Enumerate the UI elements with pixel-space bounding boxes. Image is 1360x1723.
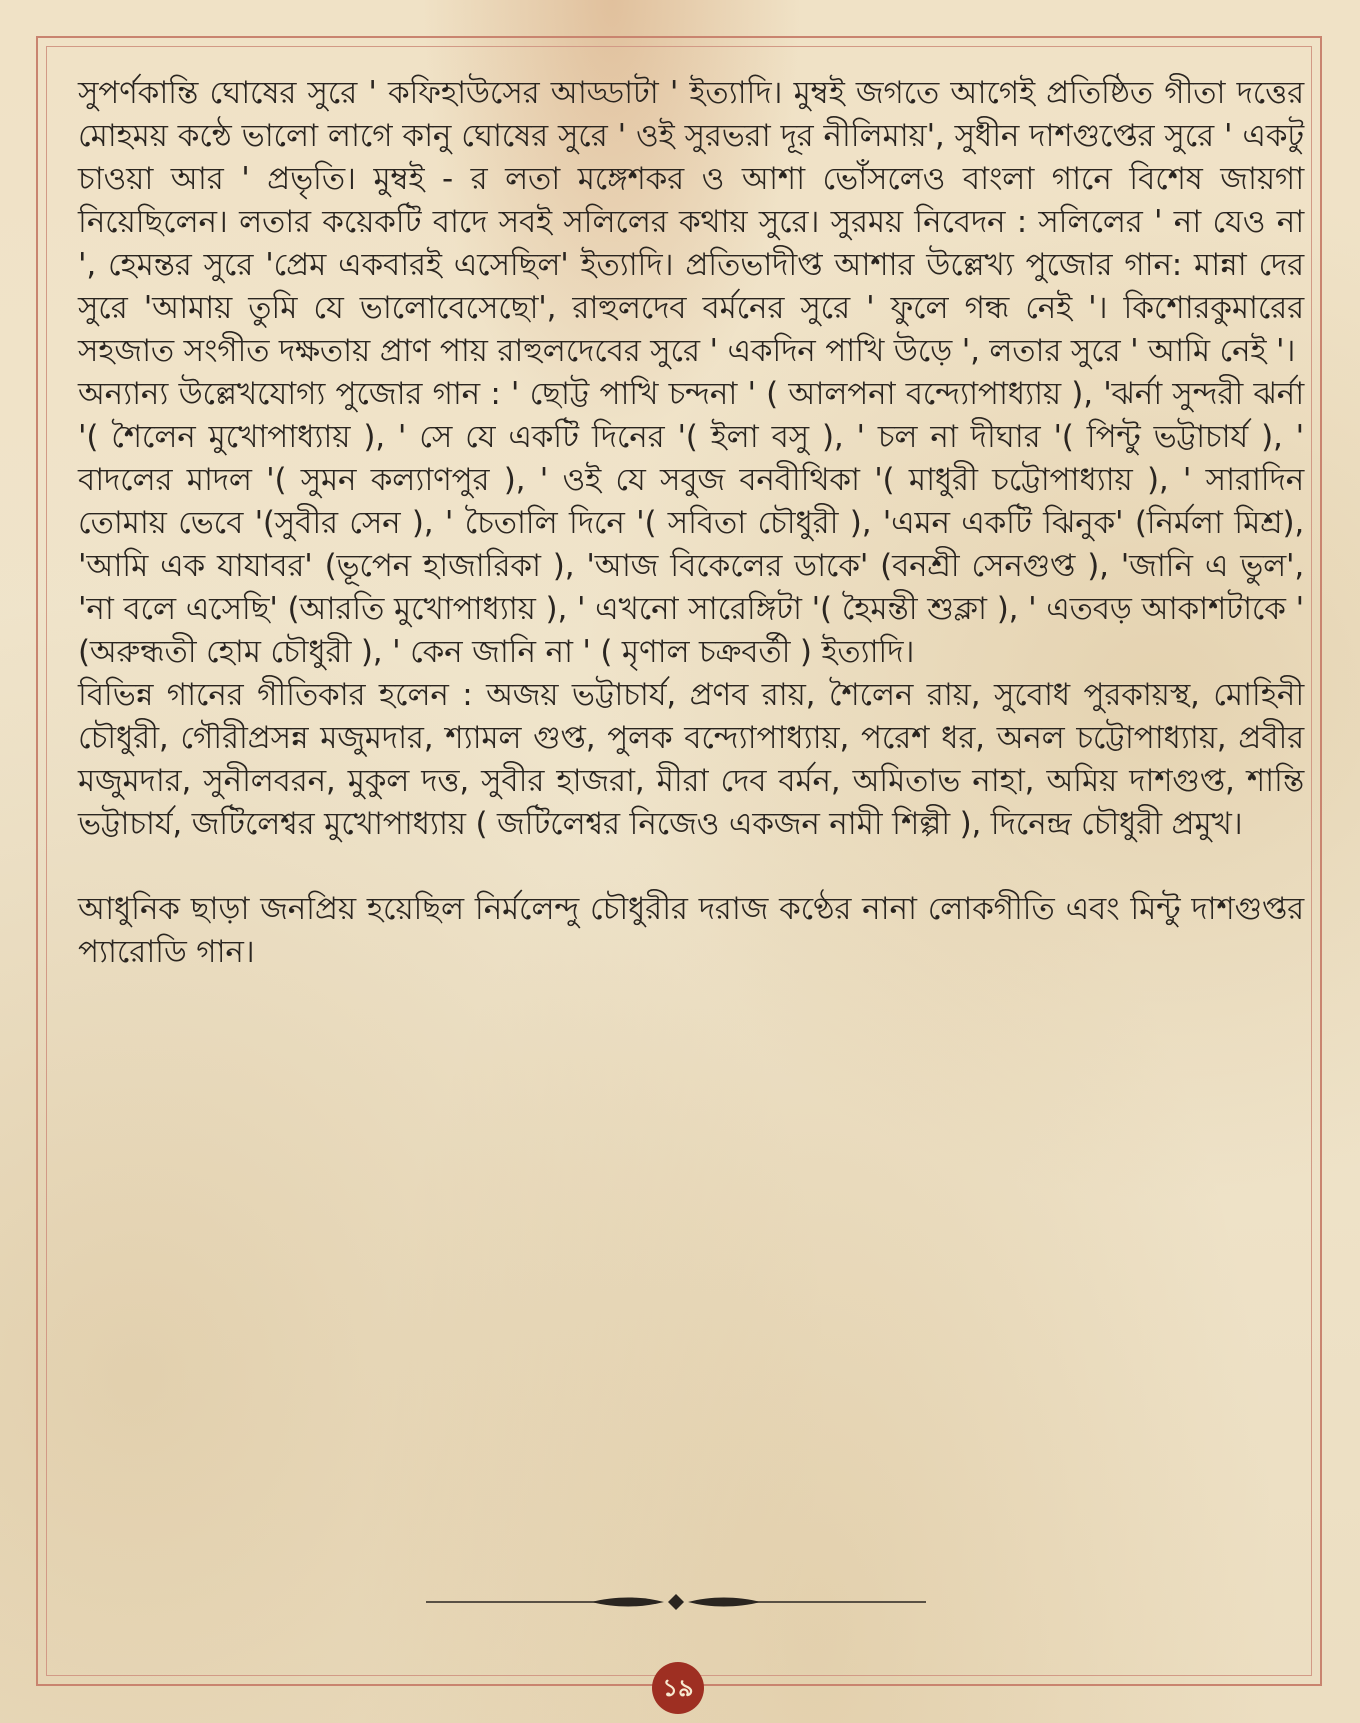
paragraph-composers: সুপর্ণকান্তি ঘোষের সুরে ' কফিহাউসের আড্ডাটা ' ইত্যাদি। মুম্বই জগতে আগেই প্রতিষ্ঠিত গীতা দত্তের মোহময় কন্ঠে ভালো লাগে কানু ঘোষের সুরে ' ওই সুরভরা দূর নীলিমায়', সুধীন দাশগুপ্তের সুরে ' একটু চাওয়া আর ' প্রভৃতি। মুম্বই - র লতা মঙ্গেশকর ও আশা ভোঁসলেও বাংলা গানে বিশেষ জায়গা নিয়েছিলেন। লতার কয়েকটি বাদে সবই সলিলের কথায় সুরে। সুরময় নিবেদন : সলিলের ' না যেও না ', হেমন্তর সুরে 'প্রেম একবারই এসেছিল' ইত্যাদি। প্রতিভাদীপ্ত আশার উল্লেখ্য পুজোর গান: মান্না দের সুরে 'আমায় তুমি যে ভালোবেসেছো', রাহুলদেব বর্মনের সুরে ' ফুলে গন্ধ নেই '। কিশোরকুমারের সহজাত সংগীত দক্ষতায় প্রাণ পায় রাহুলদেবের সুরে ' একদিন পাখি উড়ে ', লতার সুরে ' আমি নেই '। — [78, 75, 1304, 369]
paragraph-folk-parody: আধুনিক ছাড়া জনপ্রিয় হয়েছিল নির্মলেন্দু চৌধুরীর দরাজ কণ্ঠের নানা লোকগীতি এবং মিন্টু দাশগুপ্তর প্যারোডি গান। — [78, 891, 1304, 970]
paragraph-puja-songs: অন্যান্য উল্লেখযোগ্য পুজোর গান : ' ছোট্ট পাখি চন্দনা ' ( আলপনা বন্দ্যোপাধ্যায় ), 'ঝর্না সুন্দরী ঝর্না '( শৈলেন মুখোপাধ্যায় ), ' সে যে একটি দিনের '( ইলা বসু ), ' চল না দীঘার '( পিন্টু ভট্টাচার্য ), ' বাদলের মাদল '( সুমন কল্যাণপুর ), ' ওই যে সবুজ বনবীথিকা '( মাধুরী চট্টোপাধ্যায় ), ' সারাদিন তোমায় ভেবে '(সুবীর সেন ), ' চৈতালি দিনে '( সবিতা চৌধুরী ), 'এমন একটি ঝিনুক' (নির্মলা মিশ্র), 'আমি এক যাযাবর' (ভূপেন হাজারিকা ), 'আজ বিকেলের ডাকে' (বনশ্রী সেনগুপ্ত ), 'জানি এ ভুল', 'না বলে এসেছি' (আরতি মুখোপাধ্যায় ), ' এখনো সারেঙ্গিটা '( হৈমন্তী শুক্লা ), ' এতবড় আকাশটাকে ' (অরুন্ধতী হোম চৌধুরী ), ' কেন জানি না ' ( মৃণাল চক্রবর্তী ) ইত্যাদি। — [78, 376, 1304, 670]
article-body — [78, 72, 1304, 974]
page-number-badge: ১৯ — [652, 1662, 704, 1714]
paragraph-spacer — [78, 846, 1304, 888]
divider-ornament — [426, 1590, 926, 1614]
paragraph-lyricists: বিভিন্ন গানের গীতিকার হলেন : অজয় ভট্টাচার্য, প্রণব রায়, শৈলেন রায়, সুবোধ পুরকায়স্থ, মোহিনী চৌধুরী, গৌরীপ্রসন্ন মজুমদার, শ্যামল গুপ্ত, পুলক বন্দ্যোপাধ্যায়, পরেশ ধর, অনল চট্টোপাধ্যায়, প্রবীর মজুমদার, সুনীলবরন, মুকুল দত্ত, সুবীর হাজরা, মীরা দেব বর্মন, অমিতাভ নাহা, অমিয় দাশগুপ্ত, শান্তি ভট্টাচার্য, জটিলেশ্বর মুখোপাধ্যায় ( জটিলেশ্বর নিজেও একজন নামী শিল্পী ), দিনেন্দ্র চৌধুরী প্রমুখ। — [78, 677, 1304, 842]
